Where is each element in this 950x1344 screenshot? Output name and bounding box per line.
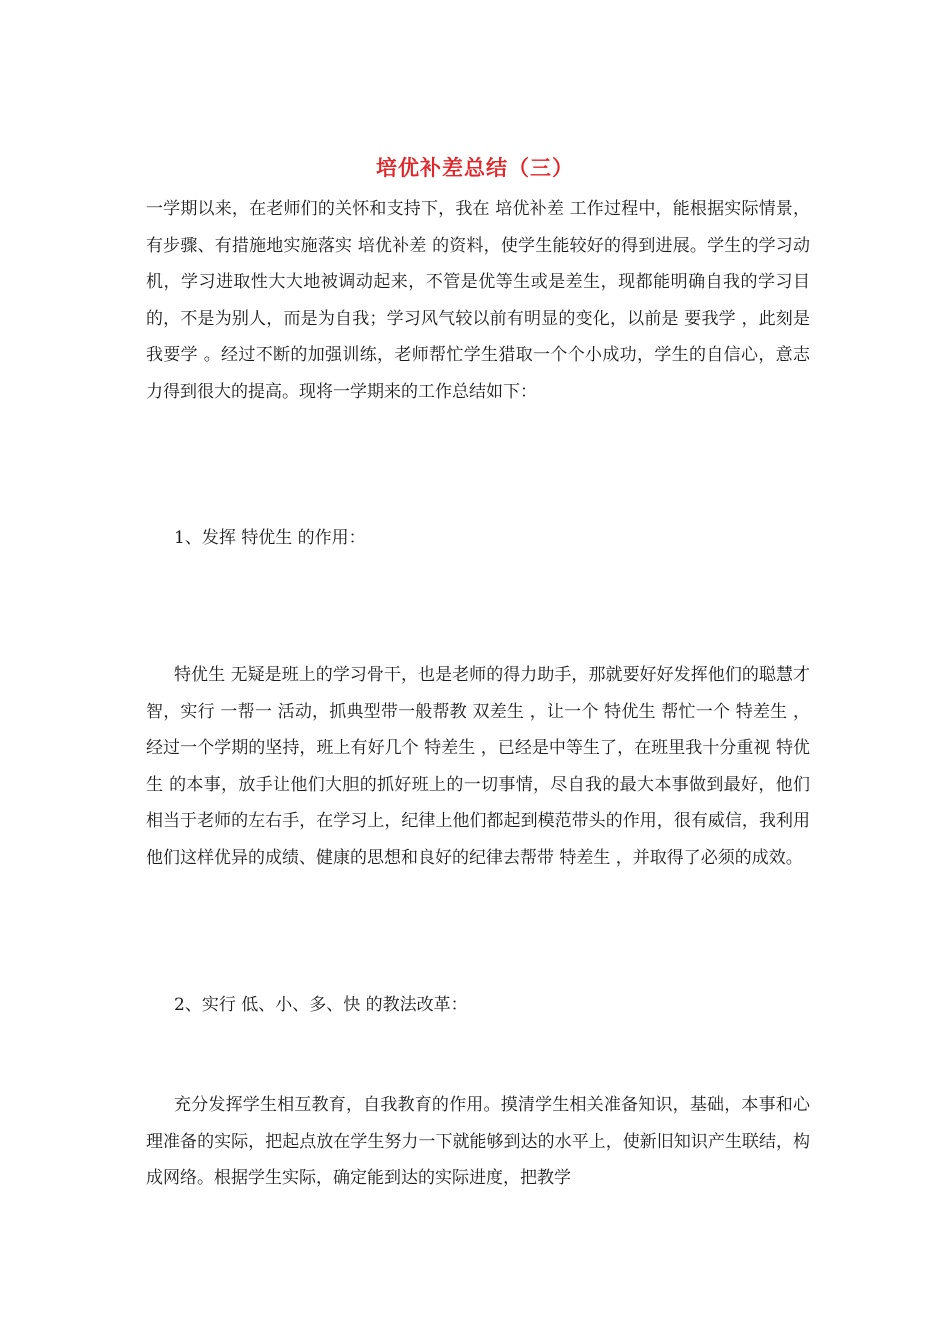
section-heading-2: 2、实行 低、小、多、快 的教法改革：	[174, 995, 468, 1015]
document-title: 培优补差总结（三）	[376, 156, 574, 180]
section-heading-1: 1、发挥 特优生 的作用：	[174, 528, 366, 548]
section-paragraph-2: 充分发挥学生相互教育，自我教育的作用。摸清学生相关准备知识，基础，本事和心理准备的实际，把起点放在学生努力一下就能够到达的水平上，使新旧知识产生联结，构成网络。根据学生实际，确定能到达的实际进度，把教学	[146, 1095, 810, 1188]
intro-paragraph: 一学期以来，在老师们的关怀和支持下，我在 培优补差 工作过程中，能根据实际情景，有步骤、有措施地实施落实 培优补差 的资料，使学生能较好的得到进展。学生的学习动机，学习进取性大大地被调动起来，不管是优等生或是差生，现都能明确自我的学习目的，不是为别人，而是为自我；学习风气较以前有明显的变化，以前是 要我学 ，此刻是 我要学 。经过不断的加强训练，老师帮忙学生猎取一个个小成功，学生的自信心，意志力得到很大的提高。现将一学期来的工作总结如下：	[146, 199, 810, 402]
section-paragraph-1: 特优生 无疑是班上的学习骨干，也是老师的得力助手，那就要好好发挥他们的聪慧才智，实行 一帮一 活动，抓典型带一般帮教 双差生 ，让一个 特优生 帮忙一个 特差生 ，经过一个学期的坚持，班上有好几个 特差生 ，已经是中等生了，在班里我十分重视 特优生 的本事，放手让他们大胆的抓好班上的一切事情，尽自我的最大本事做到最好，他们相当于老师的左右手，在学习上，纪律上他们都起到模范带头的作用，很有威信，我利用他们这样优异的成绩、健康的思想和良好的纪律去帮带 特差生 ，并取得了必须的成效。	[146, 665, 810, 868]
